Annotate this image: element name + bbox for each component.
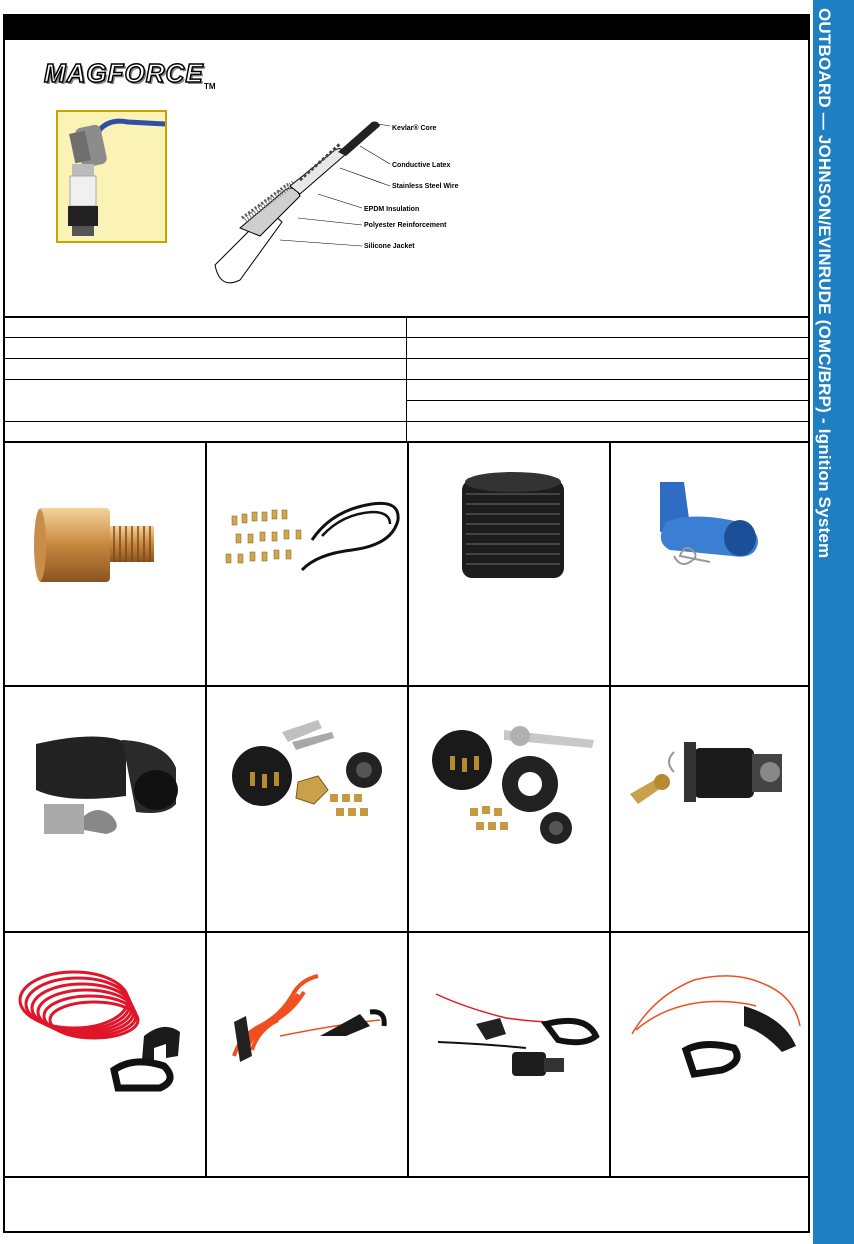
red-coiled-safety-lanyard [14, 960, 194, 1100]
ignition-switch-kit [222, 712, 402, 832]
grid-vline [407, 441, 409, 1177]
orange-coiled-lanyard [220, 966, 400, 1086]
spec-table-line [406, 400, 808, 401]
side-tab-label: OUTBOARD — JOHNSON/EVINRUDE (OMC/BRP) - Ignition System [815, 8, 834, 559]
spark-plug-image [58, 112, 165, 241]
grid-hline [5, 685, 808, 687]
cable-diagram [200, 110, 470, 290]
ignition-switch-kit-large [424, 716, 604, 856]
bulk-ignition-wire-spool [458, 470, 568, 582]
label-silicone-jacket: Silicone Jacket [364, 243, 415, 250]
spec-table-divider [406, 316, 407, 442]
kill-switch-with-lanyard [426, 984, 606, 1094]
blue-spark-plug-boot [640, 472, 770, 582]
label-kevlar-core: Kevlar® Core [392, 125, 437, 132]
spark-plug-photo [56, 110, 167, 243]
header-bar [3, 14, 810, 40]
grid-hline [5, 931, 808, 933]
label-polyester-reinforcement: Polyester Reinforcement [364, 222, 447, 229]
wire-kit-with-terminals [222, 490, 402, 580]
label-conductive-latex: Conductive Latex [392, 162, 451, 169]
label-epdm-insulation: EPDM Insulation [364, 206, 420, 213]
grid-bottom [5, 1176, 808, 1178]
logo-text: MAGFORCE [44, 58, 204, 88]
magforce-logo [44, 58, 216, 91]
label-stainless-steel-wire: Stainless Steel Wire [392, 183, 459, 190]
replacement-lanyard [624, 966, 804, 1096]
brass-terminal-adapter [30, 490, 160, 600]
push-choke-ignition-switch [624, 732, 804, 822]
grid-vline [609, 441, 611, 1177]
logo-tm: TM [204, 82, 216, 91]
grid-vline [205, 441, 207, 1177]
black-spark-plug-boot [26, 720, 196, 850]
